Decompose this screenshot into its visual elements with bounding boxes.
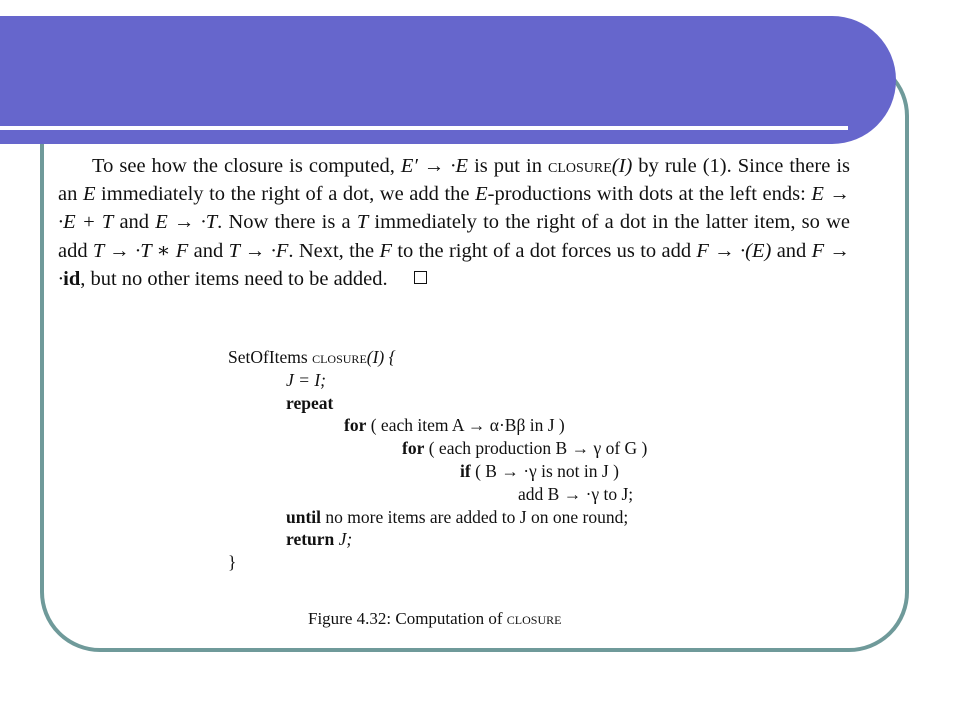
qed-square-icon	[414, 271, 427, 284]
code-line: }	[228, 552, 237, 573]
content-area	[58, 152, 850, 293]
code-line: for ( each item A → α·Bβ in J )	[344, 415, 565, 436]
code-line: if ( B → ·γ is not in J )	[460, 460, 619, 481]
figure-caption: Figure 4.32: Computation of closure	[308, 609, 562, 628]
code-line: for ( each production B → γ of G )	[402, 438, 648, 459]
explanation-paragraph: To see how the closure is computed, E′ → ·E is put in closure(I) by rule (1). Since there is an E immediately to the right of a dot, we add the E-productions with dots at the left ends: E → ·E + T and E → ·T. Now there is a T immediately to the right of a dot in the latter item, so we add T → ·T ∗ F and T → ·F. Next, the F to the right of a dot forces us to add F → ·(E) and F → ·id, but no other items need to be added.	[58, 155, 851, 290]
code-line: return J;	[286, 529, 353, 550]
title-divider	[0, 126, 848, 130]
code-line: J = I;	[286, 369, 326, 390]
code-line: SetOfItems closure(I) {	[228, 347, 396, 367]
code-line: add B → ·γ to J;	[518, 483, 634, 504]
closure-pseudocode	[228, 346, 647, 574]
code-line: until no more items are added to J on one round;	[286, 506, 629, 527]
title-bar	[0, 16, 896, 144]
code-line: repeat	[286, 392, 334, 413]
